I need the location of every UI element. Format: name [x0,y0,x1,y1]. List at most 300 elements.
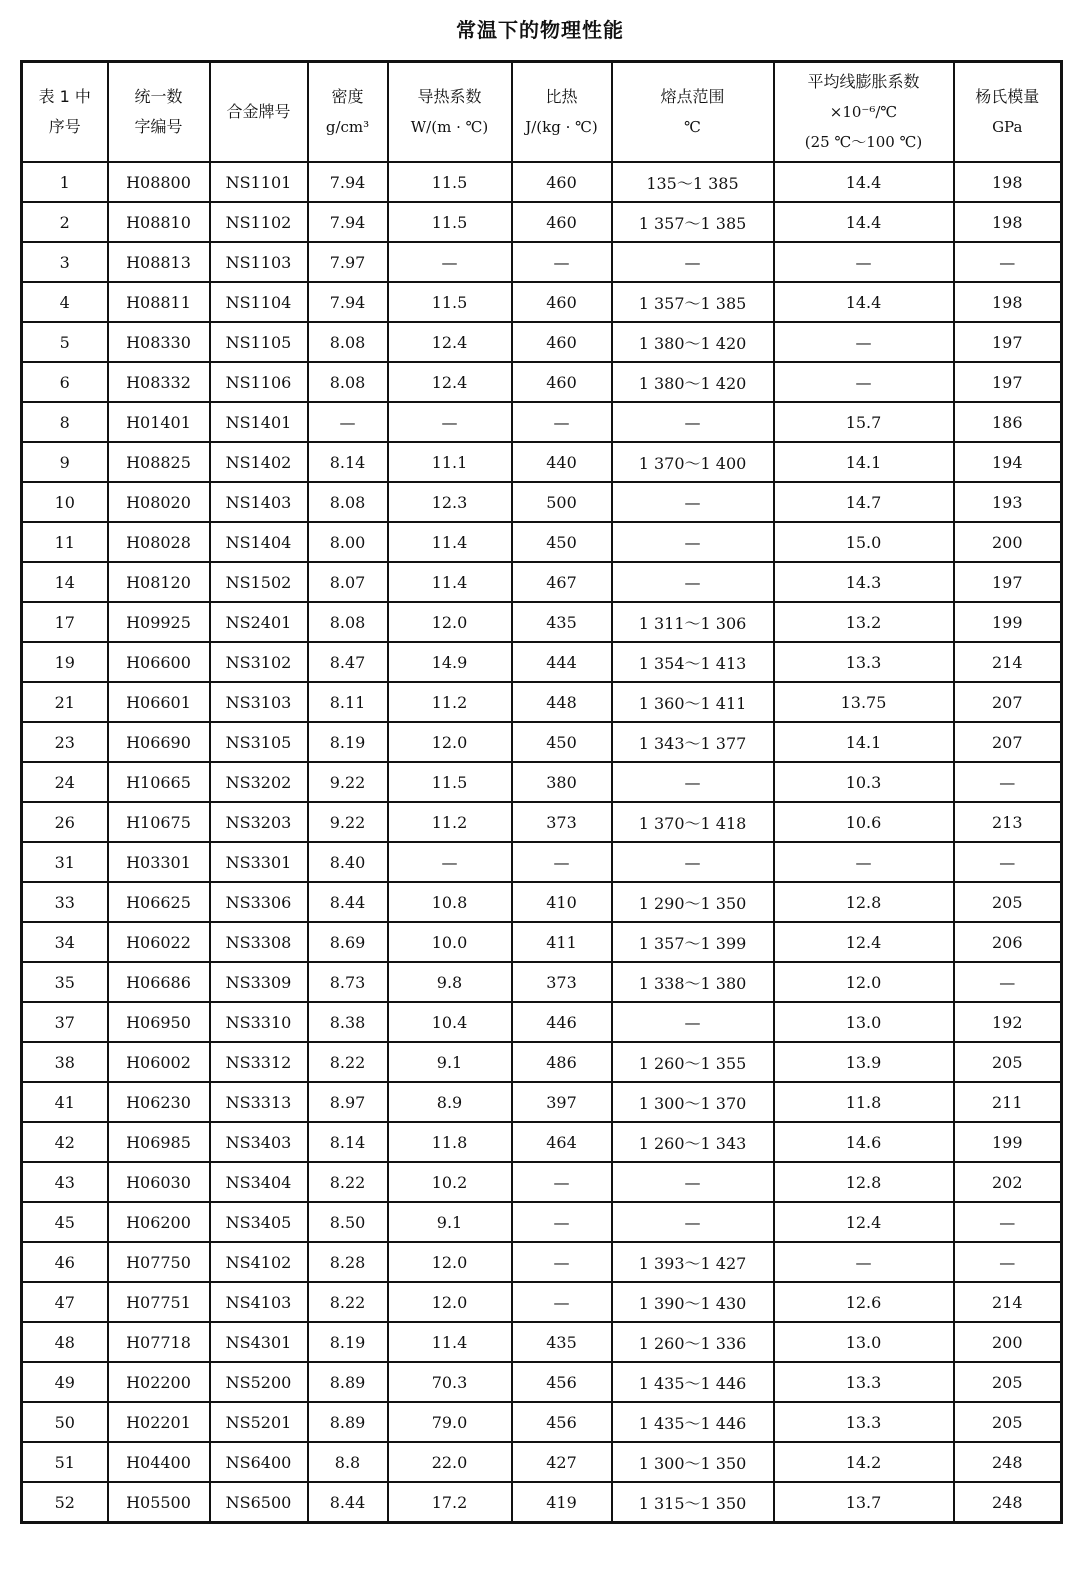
code-cell: H08825 [108,442,210,482]
melting-range-cell: 1 311～1 306 [612,602,774,642]
modulus-cell: 198 [954,202,1062,242]
density-cell: 8.89 [308,1402,388,1442]
melting-range-cell: 1 370～1 400 [612,442,774,482]
melting-range-cell: — [612,1002,774,1042]
conductivity-cell: 11.2 [388,682,512,722]
modulus-cell: 214 [954,1282,1062,1322]
expansion-cell: 12.6 [774,1282,954,1322]
specific-heat-cell: — [512,402,612,442]
table-row [22,1162,1062,1202]
conductivity-cell: 11.5 [388,762,512,802]
expansion-cell: 13.9 [774,1042,954,1082]
seq-cell: 48 [22,1322,108,1362]
density-cell: 8.47 [308,642,388,682]
expansion-cell: 11.8 [774,1082,954,1122]
expansion-cell: 13.75 [774,682,954,722]
expansion-cell: 10.3 [774,762,954,802]
melting-range-cell: — [612,842,774,882]
table-row [22,1482,1062,1523]
table-row [22,402,1062,442]
table-row [22,282,1062,322]
alloy-cell: NS3405 [210,1202,308,1242]
melting-range-cell: 1 357～1 385 [612,202,774,242]
expansion-cell: 13.3 [774,1362,954,1402]
code-cell: H08020 [108,482,210,522]
table-row [22,882,1062,922]
header-unit: g/cm³ [325,118,370,136]
seq-cell: 52 [22,1482,108,1523]
table-row [22,842,1062,882]
modulus-cell: 211 [954,1082,1062,1122]
code-cell: H06200 [108,1202,210,1242]
code-cell: H08810 [108,202,210,242]
expansion-cell: 14.4 [774,282,954,322]
code-cell: H06230 [108,1082,210,1122]
melting-range-cell: 1 300～1 370 [612,1082,774,1122]
code-cell: H08811 [108,282,210,322]
alloy-cell: NS2401 [210,602,308,642]
melting-range-cell: — [612,482,774,522]
specific-heat-cell: 435 [512,1322,612,1362]
table-row [22,1122,1062,1162]
table-row [22,162,1062,202]
header-line: 熔点范围 [660,87,725,106]
melting-range-cell: 1 260～1 355 [612,1042,774,1082]
code-cell: H07718 [108,1322,210,1362]
alloy-cell: NS1402 [210,442,308,482]
specific-heat-cell: 446 [512,1002,612,1042]
density-cell: 8.89 [308,1362,388,1402]
header-unit: J/(kg · ℃) [525,118,598,136]
header-melting-range [612,62,774,163]
table-row [22,202,1062,242]
alloy-cell: NS4102 [210,1242,308,1282]
conductivity-cell: 79.0 [388,1402,512,1442]
modulus-cell: 198 [954,282,1062,322]
density-cell: — [308,402,388,442]
specific-heat-cell: — [512,1162,612,1202]
alloy-cell: NS3308 [210,922,308,962]
conductivity-cell: 10.4 [388,1002,512,1042]
seq-cell: 34 [22,922,108,962]
code-cell: H08332 [108,362,210,402]
modulus-cell: 205 [954,1042,1062,1082]
conductivity-cell: 12.0 [388,722,512,762]
density-cell: 8.19 [308,1322,388,1362]
density-cell: 8.07 [308,562,388,602]
density-cell: 8.19 [308,722,388,762]
melting-range-cell: 1 357～1 385 [612,282,774,322]
modulus-cell: 202 [954,1162,1062,1202]
seq-cell: 41 [22,1082,108,1122]
alloy-cell: NS4301 [210,1322,308,1362]
density-cell: 9.22 [308,762,388,802]
code-cell: H08800 [108,162,210,202]
conductivity-cell: 11.5 [388,162,512,202]
melting-range-cell: 1 343～1 377 [612,722,774,762]
density-cell: 8.28 [308,1242,388,1282]
modulus-cell: 193 [954,482,1062,522]
seq-cell: 23 [22,722,108,762]
melting-range-cell: 1 290～1 350 [612,882,774,922]
modulus-cell: 197 [954,362,1062,402]
density-cell: 7.94 [308,202,388,242]
melting-range-cell: 1 360～1 411 [612,682,774,722]
alloy-cell: NS3310 [210,1002,308,1042]
expansion-cell: 13.0 [774,1322,954,1362]
table-row [22,802,1062,842]
code-cell: H09925 [108,602,210,642]
table-row [22,1242,1062,1282]
specific-heat-cell: 450 [512,722,612,762]
table-row [22,1082,1062,1122]
modulus-cell: 248 [954,1482,1062,1523]
expansion-cell: 12.8 [774,882,954,922]
melting-range-cell: — [612,522,774,562]
table-row [22,722,1062,762]
table-row [22,562,1062,602]
modulus-cell: 197 [954,322,1062,362]
seq-cell: 35 [22,962,108,1002]
conductivity-cell: 9.8 [388,962,512,1002]
modulus-cell: 213 [954,802,1062,842]
seq-cell: 6 [22,362,108,402]
seq-cell: 42 [22,1122,108,1162]
code-cell: H07751 [108,1282,210,1322]
table-row [22,1282,1062,1322]
density-cell: 8.08 [308,602,388,642]
specific-heat-cell: 373 [512,802,612,842]
code-cell: H02200 [108,1362,210,1402]
code-cell: H06985 [108,1122,210,1162]
melting-range-cell: 1 435～1 446 [612,1402,774,1442]
conductivity-cell: 70.3 [388,1362,512,1402]
header-density [308,62,388,163]
alloy-cell: NS1404 [210,522,308,562]
modulus-cell: — [954,1202,1062,1242]
modulus-cell: 199 [954,1122,1062,1162]
seq-cell: 10 [22,482,108,522]
seq-cell: 14 [22,562,108,602]
header-thermal-conductivity [388,62,512,163]
modulus-cell: 199 [954,602,1062,642]
header-line: 比热 [545,87,578,106]
conductivity-cell: 12.3 [388,482,512,522]
header-line: 序号 [48,117,81,136]
modulus-cell: 205 [954,882,1062,922]
conductivity-cell: 12.0 [388,1242,512,1282]
density-cell: 8.73 [308,962,388,1002]
seq-cell: 38 [22,1042,108,1082]
density-cell: 8.40 [308,842,388,882]
header-expansion-coefficient [774,62,954,163]
seq-cell: 47 [22,1282,108,1322]
alloy-cell: NS3403 [210,1122,308,1162]
table-row [22,1402,1062,1442]
density-cell: 8.08 [308,482,388,522]
specific-heat-cell: — [512,1282,612,1322]
modulus-cell: 205 [954,1402,1062,1442]
specific-heat-cell: 397 [512,1082,612,1122]
seq-cell: 8 [22,402,108,442]
code-cell: H06002 [108,1042,210,1082]
header-unit: ℃ [684,118,701,136]
expansion-cell: 12.8 [774,1162,954,1202]
table-row [22,962,1062,1002]
specific-heat-cell: 456 [512,1362,612,1402]
alloy-cell: NS3103 [210,682,308,722]
specific-heat-cell: 427 [512,1442,612,1482]
alloy-cell: NS6500 [210,1482,308,1523]
melting-range-cell: 1 357～1 399 [612,922,774,962]
alloy-cell: NS1502 [210,562,308,602]
header-line: 密度 [331,87,364,106]
seq-cell: 3 [22,242,108,282]
alloy-cell: NS4103 [210,1282,308,1322]
seq-cell: 9 [22,442,108,482]
code-cell: H06030 [108,1162,210,1202]
density-cell: 8.22 [308,1282,388,1322]
modulus-cell: 198 [954,162,1062,202]
seq-cell: 24 [22,762,108,802]
density-cell: 8.44 [308,1482,388,1523]
melting-range-cell: 1 315～1 350 [612,1482,774,1523]
density-cell: 8.08 [308,322,388,362]
expansion-cell: 13.3 [774,642,954,682]
table-row [22,1362,1062,1402]
density-cell: 7.94 [308,282,388,322]
density-cell: 8.22 [308,1042,388,1082]
seq-cell: 37 [22,1002,108,1042]
specific-heat-cell: 500 [512,482,612,522]
expansion-cell: — [774,322,954,362]
specific-heat-cell: 460 [512,162,612,202]
header-line: 平均线膨胀系数 [807,72,920,91]
code-cell: H03301 [108,842,210,882]
melting-range-cell: 1 380～1 420 [612,362,774,402]
density-cell: 8.69 [308,922,388,962]
conductivity-cell: — [388,842,512,882]
specific-heat-cell: 460 [512,322,612,362]
header-alloy [210,62,308,163]
modulus-cell: 197 [954,562,1062,602]
melting-range-cell: 1 435～1 446 [612,1362,774,1402]
table-row [22,762,1062,802]
code-cell: H06690 [108,722,210,762]
seq-cell: 2 [22,202,108,242]
modulus-cell: — [954,842,1062,882]
code-cell: H07750 [108,1242,210,1282]
expansion-cell: 12.0 [774,962,954,1002]
modulus-cell: — [954,762,1062,802]
modulus-cell: 192 [954,1002,1062,1042]
specific-heat-cell: 464 [512,1122,612,1162]
alloy-cell: NS5200 [210,1362,308,1402]
melting-range-cell: 1 260～1 343 [612,1122,774,1162]
expansion-cell: 15.0 [774,522,954,562]
expansion-cell: 13.7 [774,1482,954,1523]
table-row [22,1202,1062,1242]
conductivity-cell: 11.2 [388,802,512,842]
conductivity-cell: 11.1 [388,442,512,482]
expansion-cell: 14.1 [774,722,954,762]
expansion-cell: — [774,1242,954,1282]
alloy-cell: NS3301 [210,842,308,882]
header-code [108,62,210,163]
code-cell: H08813 [108,242,210,282]
specific-heat-cell: 460 [512,362,612,402]
modulus-cell: 200 [954,1322,1062,1362]
modulus-cell: 207 [954,722,1062,762]
specific-heat-cell: 486 [512,1042,612,1082]
alloy-cell: NS3203 [210,802,308,842]
alloy-cell: NS3312 [210,1042,308,1082]
table-row [22,682,1062,722]
expansion-cell: — [774,842,954,882]
code-cell: H06022 [108,922,210,962]
specific-heat-cell: 467 [512,562,612,602]
alloy-cell: NS3313 [210,1082,308,1122]
code-cell: H02201 [108,1402,210,1442]
melting-range-cell: — [612,1162,774,1202]
conductivity-cell: 10.8 [388,882,512,922]
alloy-cell: NS5201 [210,1402,308,1442]
specific-heat-cell: 460 [512,202,612,242]
expansion-cell: 14.2 [774,1442,954,1482]
melting-range-cell: — [612,402,774,442]
conductivity-cell: 9.1 [388,1042,512,1082]
expansion-cell: 14.7 [774,482,954,522]
specific-heat-cell: — [512,1242,612,1282]
alloy-cell: NS3102 [210,642,308,682]
conductivity-cell: 11.5 [388,282,512,322]
specific-heat-cell: 460 [512,282,612,322]
expansion-cell: 15.7 [774,402,954,442]
conductivity-cell: — [388,242,512,282]
alloy-cell: NS3202 [210,762,308,802]
specific-heat-cell: 444 [512,642,612,682]
table-row [22,1042,1062,1082]
conductivity-cell: 11.4 [388,522,512,562]
table-row [22,442,1062,482]
melting-range-cell: — [612,242,774,282]
density-cell: 8.44 [308,882,388,922]
expansion-cell: 14.4 [774,162,954,202]
header-specific-heat [512,62,612,163]
seq-cell: 31 [22,842,108,882]
alloy-cell: NS1401 [210,402,308,442]
seq-cell: 50 [22,1402,108,1442]
code-cell: H10675 [108,802,210,842]
expansion-cell: 14.6 [774,1122,954,1162]
seq-cell: 49 [22,1362,108,1402]
alloy-cell: NS3306 [210,882,308,922]
melting-range-cell: 135～1 385 [612,162,774,202]
conductivity-cell: 14.9 [388,642,512,682]
seq-cell: 11 [22,522,108,562]
code-cell: H06625 [108,882,210,922]
specific-heat-cell: 440 [512,442,612,482]
header-unit: GPa [992,118,1023,136]
conductivity-cell: 12.4 [388,362,512,402]
alloy-cell: NS3105 [210,722,308,762]
specific-heat-cell: 450 [512,522,612,562]
physical-properties-table [20,60,1063,1524]
seq-cell: 1 [22,162,108,202]
density-cell: 8.14 [308,1122,388,1162]
conductivity-cell: 17.2 [388,1482,512,1523]
alloy-cell: NS1403 [210,482,308,522]
code-cell: H08120 [108,562,210,602]
expansion-cell: 14.3 [774,562,954,602]
table-row [22,1002,1062,1042]
density-cell: 8.14 [308,442,388,482]
header-line: 合金牌号 [226,102,291,121]
conductivity-cell: 11.4 [388,562,512,602]
header-line: 表 1 中 [38,87,91,106]
table-row [22,1442,1062,1482]
seq-cell: 21 [22,682,108,722]
conductivity-cell: 12.4 [388,322,512,362]
header-row [22,62,1062,163]
modulus-cell: 200 [954,522,1062,562]
conductivity-cell: 12.0 [388,1282,512,1322]
code-cell: H06950 [108,1002,210,1042]
code-cell: H08028 [108,522,210,562]
expansion-cell: 14.4 [774,202,954,242]
modulus-cell: 206 [954,922,1062,962]
melting-range-cell: 1 338～1 380 [612,962,774,1002]
modulus-cell: — [954,1242,1062,1282]
seq-cell: 33 [22,882,108,922]
expansion-cell: 12.4 [774,1202,954,1242]
expansion-cell: — [774,362,954,402]
density-cell: 8.11 [308,682,388,722]
alloy-cell: NS1104 [210,282,308,322]
code-cell: H05500 [108,1482,210,1523]
table-body [22,162,1062,1523]
melting-range-cell: — [612,562,774,602]
specific-heat-cell: — [512,842,612,882]
alloy-cell: NS3404 [210,1162,308,1202]
expansion-cell: 14.1 [774,442,954,482]
seq-cell: 4 [22,282,108,322]
specific-heat-cell: — [512,242,612,282]
header-youngs-modulus [954,62,1062,163]
table-row [22,1322,1062,1362]
melting-range-cell: 1 370～1 418 [612,802,774,842]
conductivity-cell: 10.0 [388,922,512,962]
modulus-cell: 186 [954,402,1062,442]
code-cell: H10665 [108,762,210,802]
conductivity-cell: 11.8 [388,1122,512,1162]
modulus-cell: 194 [954,442,1062,482]
melting-range-cell: — [612,1202,774,1242]
header-unit: ×10⁻⁶/℃ [829,103,898,121]
page-title: 常温下的物理性能 [456,18,624,42]
density-cell: 8.8 [308,1442,388,1482]
seq-cell: 26 [22,802,108,842]
table-row [22,522,1062,562]
header-line: 字编号 [134,117,183,136]
table-row [22,602,1062,642]
melting-range-cell: 1 380～1 420 [612,322,774,362]
table-row [22,242,1062,282]
density-cell: 8.22 [308,1162,388,1202]
specific-heat-cell: 419 [512,1482,612,1523]
alloy-cell: NS1102 [210,202,308,242]
specific-heat-cell: 410 [512,882,612,922]
